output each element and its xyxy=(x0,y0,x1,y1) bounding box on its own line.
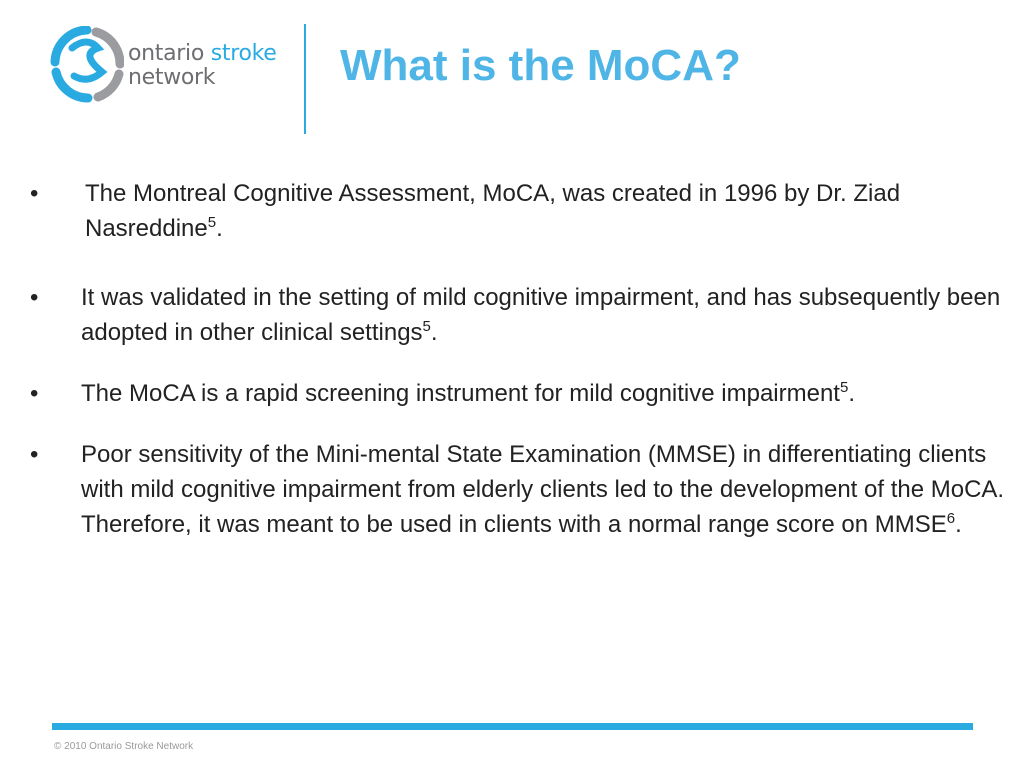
bullet-text: Poor sensitivity of the Mini-mental State Examination (MMSE) in differentiating clients with mild cognitive impairment from elderly clients led to the development of the MoCA. Therefore, it was meant to be used in clients with a normal range score on MMSE xyxy=(81,441,1005,538)
bullet-tail: . xyxy=(430,319,438,346)
bullet-tail: . xyxy=(848,380,855,407)
bullet-tail: . xyxy=(216,215,223,242)
bullet-dot: • xyxy=(30,441,39,468)
bullet-item xyxy=(30,376,1010,411)
bullet-list xyxy=(30,176,1010,542)
bullet-dot: • xyxy=(30,380,39,407)
footnote-ref: 5 xyxy=(422,318,431,335)
footer-accent-bar xyxy=(52,723,973,730)
ontario-stroke-network-logo xyxy=(50,26,290,108)
header-divider xyxy=(304,24,306,134)
bullet-item xyxy=(30,280,1010,350)
bullet-text: The MoCA is a rapid screening instrument for mild cognitive impairment xyxy=(81,380,840,407)
bullet-item xyxy=(30,176,1010,246)
footnote-ref: 5 xyxy=(207,214,217,231)
bullet-dot: • xyxy=(30,180,39,207)
bullet-text: The Montreal Cognitive Assessment, MoCA, was created in 1996 by Dr. Ziad Nasreddine xyxy=(85,180,901,242)
footnote-ref: 5 xyxy=(839,379,849,396)
bullet-tail: . xyxy=(955,511,962,538)
logo-wordmark xyxy=(128,42,277,90)
bullet-item xyxy=(30,437,1010,542)
footer-copyright: © 2010 Ontario Stroke Network xyxy=(54,741,194,752)
bullet-dot: • xyxy=(30,284,39,311)
footnote-ref: 6 xyxy=(946,510,956,527)
logo-word-network: network xyxy=(128,65,216,90)
slide-title: What is the MoCA? xyxy=(340,41,741,90)
bullet-text: It was validated in the setting of mild cognitive impairment, and has subsequently been adopted in other clinical settings xyxy=(81,284,1001,346)
logo-word-stroke: stroke xyxy=(210,41,277,66)
logo-word-ontario: ontario xyxy=(128,41,205,66)
ontario-stroke-network-logo-icon xyxy=(50,26,124,106)
